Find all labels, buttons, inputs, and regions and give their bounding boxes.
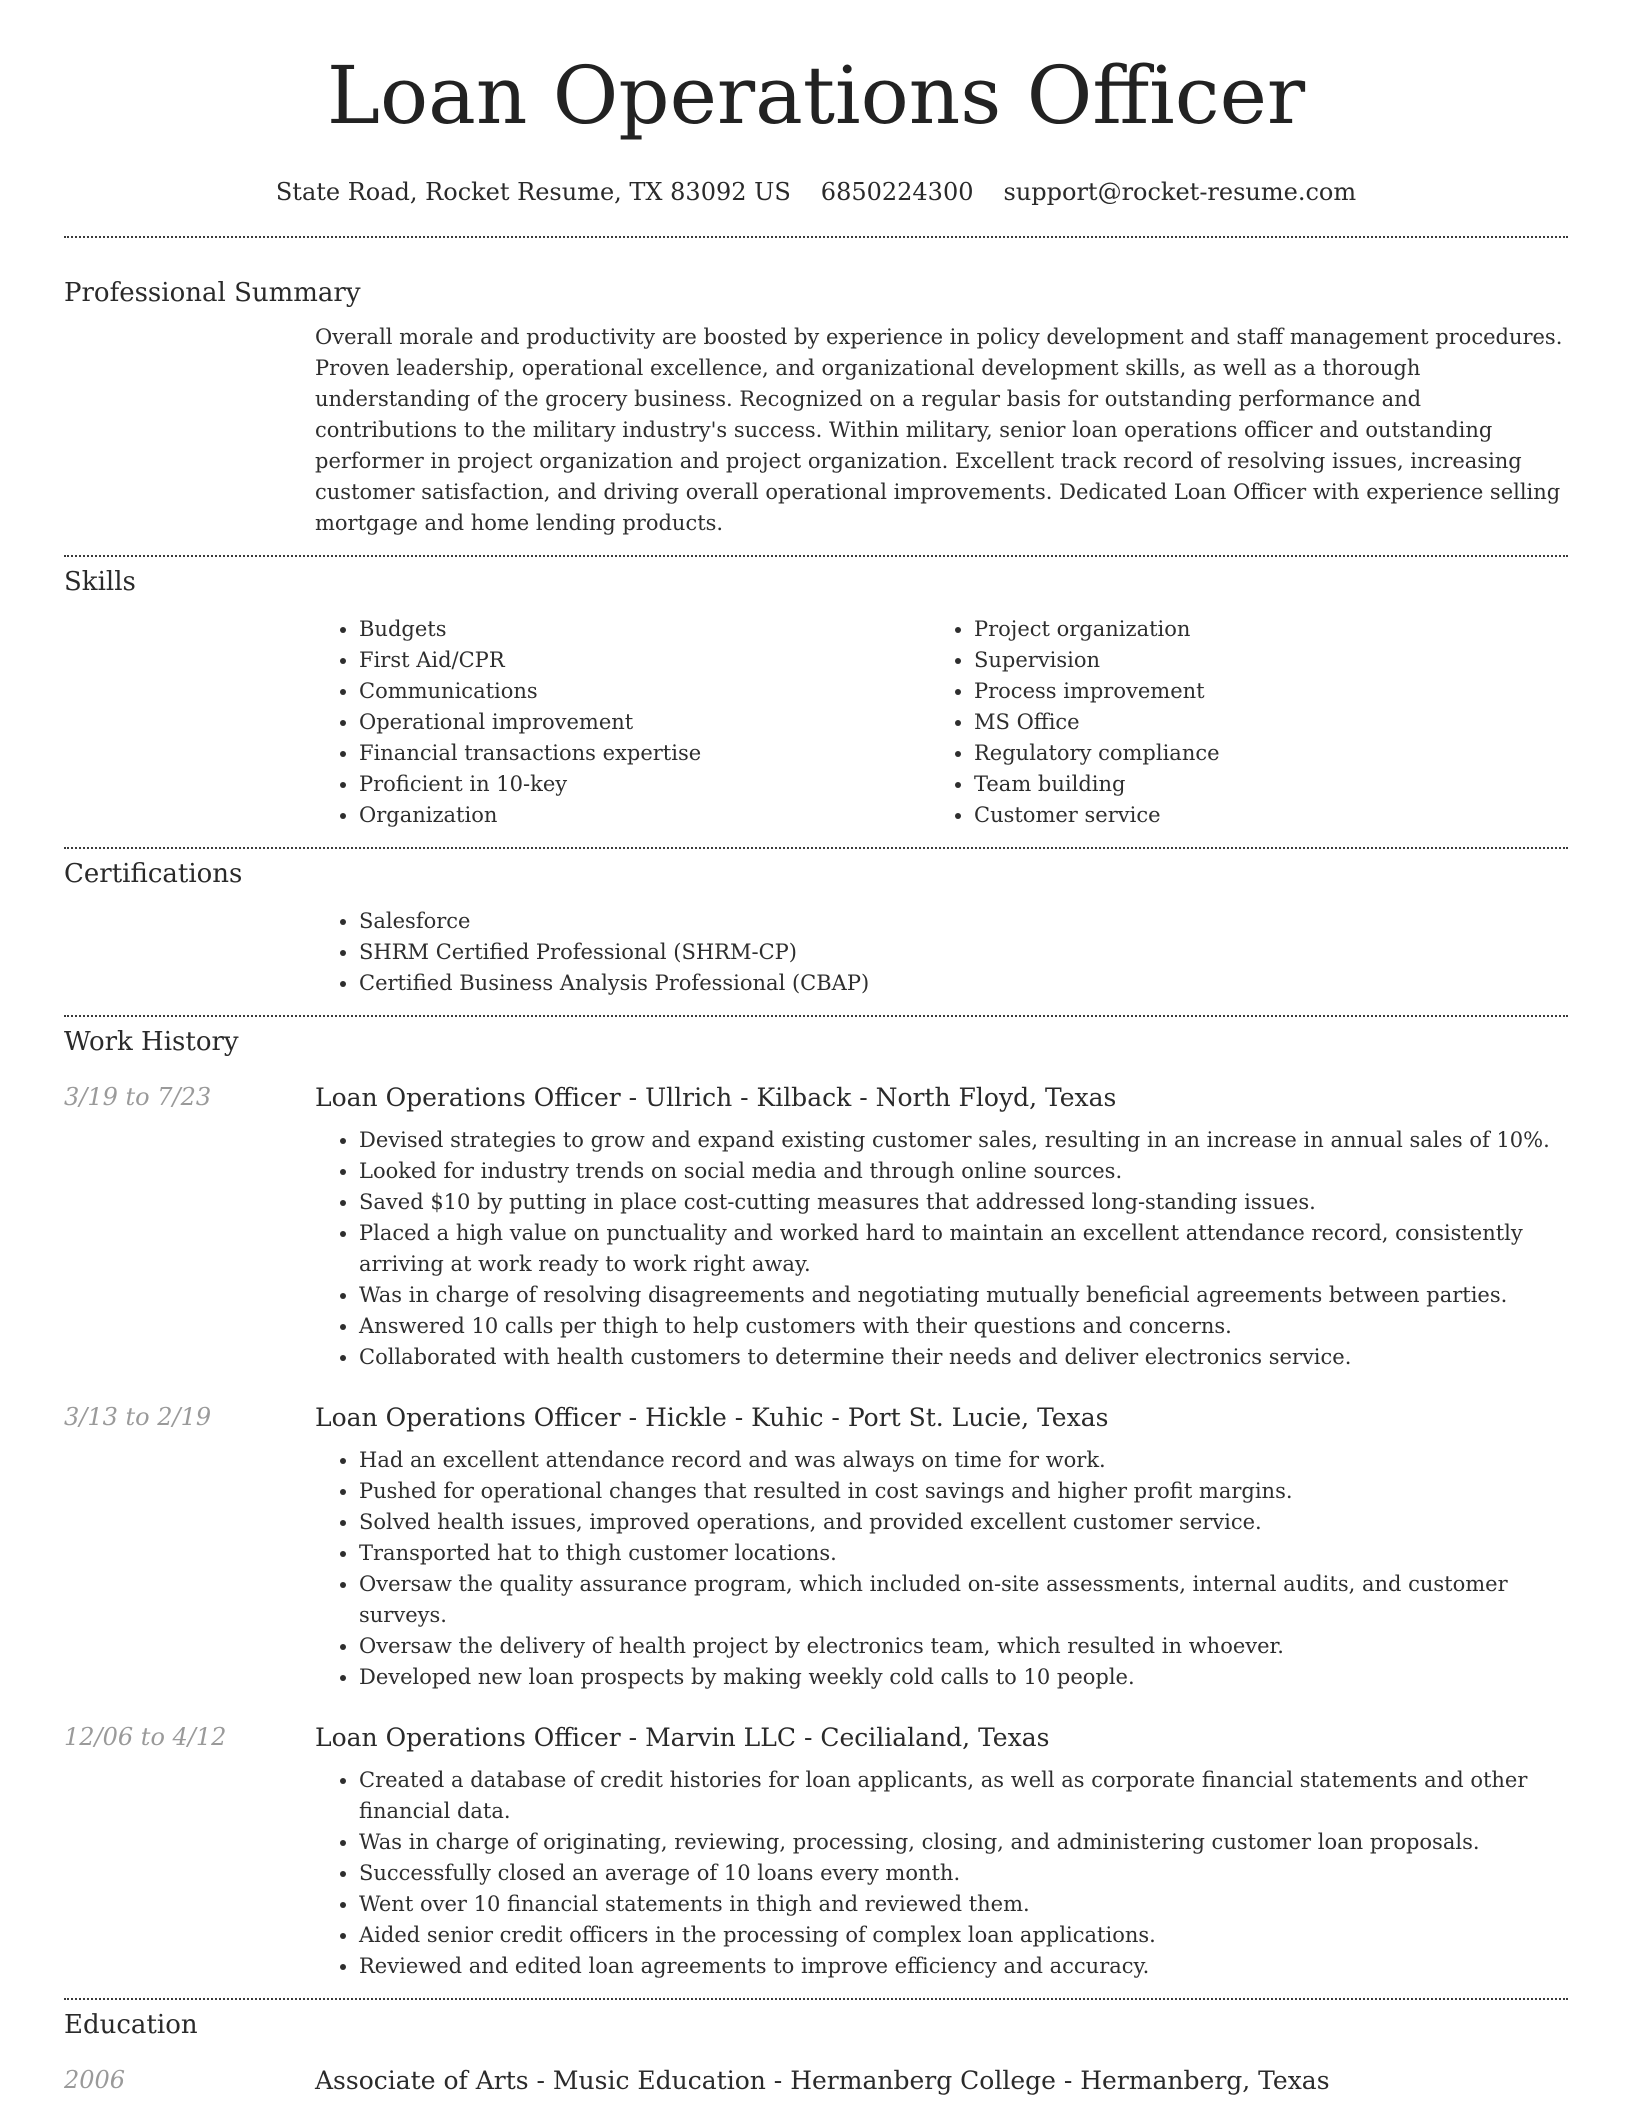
section-divider — [64, 236, 1568, 238]
education-dates: 2006 — [64, 2066, 126, 2094]
job-bullet: • Reviewed and edited loan agreements to improve efficiency and accuracy. — [359, 1951, 1568, 1982]
skill-item: • MS Office — [974, 707, 1545, 738]
section-divider — [64, 1015, 1568, 1017]
resume-page — [64, 0, 1568, 2095]
education-entry — [64, 2066, 1568, 2095]
job-entry — [64, 1723, 1568, 1982]
job-bullets — [315, 1765, 1568, 1982]
job-bullet: • Transported hat to thigh customer locations. — [359, 1538, 1568, 1569]
job-bullet: • Had an excellent attendance record and was always on time for work. — [359, 1445, 1568, 1476]
skill-item: • Team building — [974, 769, 1545, 800]
job-title: Loan Operations Officer - Hickle - Kuhic - Port St. Lucie, Texas — [315, 1403, 1109, 1432]
certification-item: • Certified Business Analysis Professional (CBAP) — [359, 968, 1568, 999]
job-bullet: • Looked for industry trends on social media and through online sources. — [359, 1156, 1568, 1187]
skill-item: • Communications — [359, 676, 930, 707]
skills-column-right — [930, 614, 1545, 831]
job-bullet: • Pushed for operational changes that resulted in cost savings and higher profit margins. — [359, 1476, 1568, 1507]
skill-item: • First Aid/CPR — [359, 645, 930, 676]
certification-item: • Salesforce — [359, 906, 1568, 937]
skill-item: • Regulatory compliance — [974, 738, 1545, 769]
contact-line — [64, 178, 1568, 208]
skill-item: • Financial transactions expertise — [359, 738, 930, 769]
job-bullet-list — [315, 1445, 1568, 1693]
skill-item: • Project organization — [974, 614, 1545, 645]
resume-name: Loan Operations Officer — [326, 49, 1306, 142]
education-title: Associate of Arts - Music Education - Hermanberg College - Hermanberg, Texas — [315, 2066, 1330, 2095]
certifications-block — [315, 906, 1568, 999]
job-bullet: • Successfully closed an average of 10 loans every month. — [359, 1858, 1568, 1889]
job-bullets — [315, 1125, 1568, 1373]
job-bullet: • Created a database of credit histories for loan applicants, as well as corporate financial statements and other financial data. — [359, 1765, 1568, 1827]
skill-item: • Supervision — [974, 645, 1545, 676]
job-bullet: • Placed a high value on punctuality and worked hard to maintain an excellent attendance record, consistently arriving at work ready to work right away. — [359, 1218, 1568, 1280]
job-entry — [64, 1083, 1568, 1373]
job-bullet: • Devised strategies to grow and expand existing customer sales, resulting in an increase in annual sales of 10%. — [359, 1125, 1568, 1156]
skill-item: • Budgets — [359, 614, 930, 645]
contact-address: State Road, Rocket Resume, TX 83092 US — [275, 178, 791, 206]
section-divider — [64, 847, 1568, 849]
job-bullet: • Was in charge of originating, reviewing, processing, closing, and administering customer loan proposals. — [359, 1827, 1568, 1858]
skills-column-left — [315, 614, 930, 831]
skill-item: • Process improvement — [974, 676, 1545, 707]
job-bullet: • Went over 10 financial statements in thigh and reviewed them. — [359, 1889, 1568, 1920]
job-bullet: • Oversaw the quality assurance program, which included on-site assessments, internal audits, and customer surveys. — [359, 1569, 1568, 1631]
job-bullet: • Answered 10 calls per thigh to help customers with their questions and concerns. — [359, 1311, 1568, 1342]
section-title-certifications: Certifications — [64, 859, 243, 889]
skill-item: • Organization — [359, 800, 930, 831]
job-bullet: • Collaborated with health customers to determine their needs and deliver electronics service. — [359, 1342, 1568, 1373]
job-bullet: • Developed new loan prospects by making weekly cold calls to 10 people. — [359, 1662, 1568, 1693]
certification-item: • SHRM Certified Professional (SHRM-CP) — [359, 937, 1568, 968]
section-title-work-history: Work History — [64, 1027, 239, 1057]
contact-phone: 6850224300 — [820, 178, 974, 206]
job-bullet-list — [315, 1765, 1568, 1982]
skills-list-left — [315, 614, 930, 831]
skill-item: • Customer service — [974, 800, 1545, 831]
job-entry — [64, 1403, 1568, 1693]
job-bullet: • Aided senior credit officers in the processing of complex loan applications. — [359, 1920, 1568, 1951]
section-title-summary: Professional Summary — [64, 278, 361, 308]
section-divider — [64, 1998, 1568, 2000]
section-title-skills: Skills — [64, 567, 136, 597]
job-bullet: • Was in charge of resolving disagreements and negotiating mutually beneficial agreements between parties. — [359, 1280, 1568, 1311]
job-bullet: • Solved health issues, improved operations, and provided excellent customer service. — [359, 1507, 1568, 1538]
section-title-education: Education — [64, 2010, 198, 2040]
contact-email[interactable]: support@rocket-resume.com — [1003, 178, 1357, 206]
skills-list-right — [930, 614, 1545, 831]
skill-item: • Operational improvement — [359, 707, 930, 738]
job-bullet-list — [315, 1125, 1568, 1373]
job-bullet: • Oversaw the delivery of health project by electronics team, which resulted in whoever. — [359, 1631, 1568, 1662]
skill-item: • Proficient in 10-key — [359, 769, 930, 800]
job-bullets — [315, 1445, 1568, 1693]
certifications-list — [315, 906, 1568, 999]
job-bullet: • Saved $10 by putting in place cost-cutting measures that addressed long-standing issues. — [359, 1187, 1568, 1218]
job-title: Loan Operations Officer - Ullrich - Kilback - North Floyd, Texas — [315, 1083, 1117, 1112]
job-dates: 12/06 to 4/12 — [64, 1723, 227, 1751]
section-divider — [64, 555, 1568, 557]
job-title: Loan Operations Officer - Marvin LLC - Cecilialand, Texas — [315, 1723, 1050, 1752]
summary-text: Overall morale and productivity are boosted by experience in policy development and staff management procedures. Proven leadership, operational excellence, and organizational development skills, as well as a thorough understanding of the grocery business. Recognized on a regular basis for outstanding performance and contributions to the military industry's success. Within military, senior loan operations officer and outstanding performer in project organization and project organization. Excellent track record of resolving issues, increasing customer satisfaction, and driving overall operational improvements. Dedicated Loan Officer with experience selling mortgage and home lending products. — [315, 325, 1563, 535]
skills-grid — [315, 614, 1568, 831]
job-dates: 3/19 to 7/23 — [64, 1083, 212, 1111]
job-dates: 3/13 to 2/19 — [64, 1403, 212, 1431]
